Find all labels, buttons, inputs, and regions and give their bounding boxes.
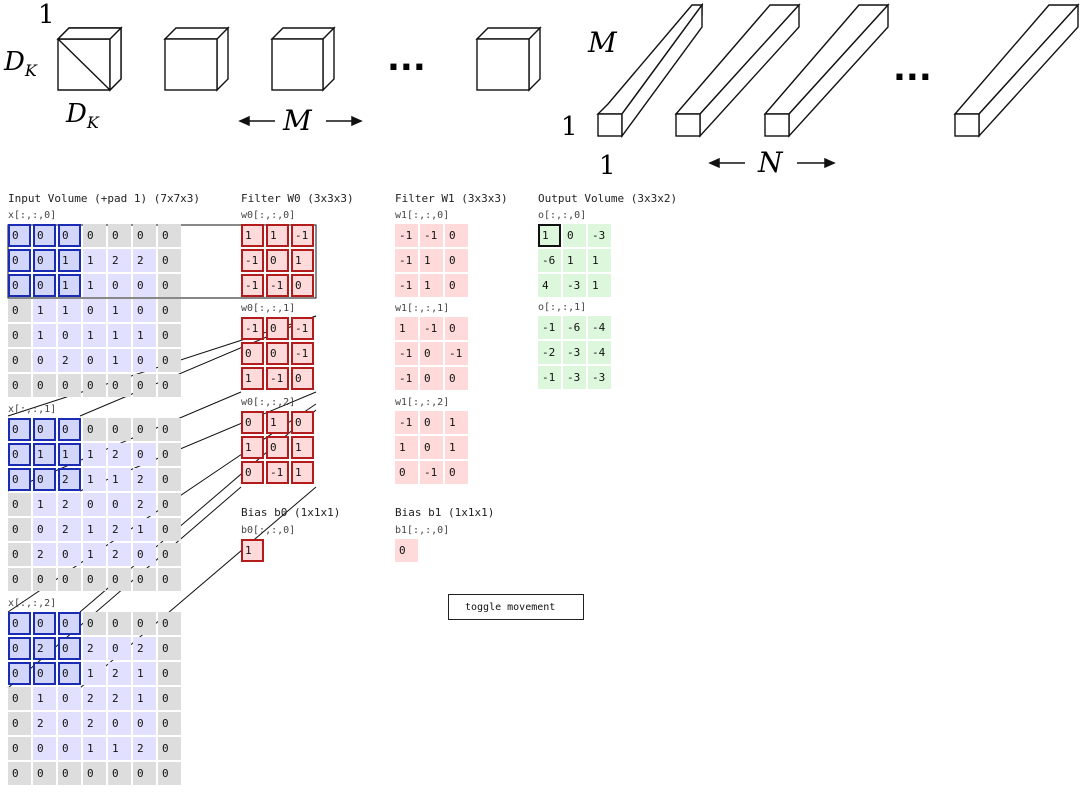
input-cell: 0 <box>58 543 81 566</box>
input-cell: 0 <box>133 762 156 785</box>
input-cell: 1 <box>58 299 81 322</box>
filter-w1-cell: 1 <box>445 411 468 434</box>
input-cell: 0 <box>8 299 31 322</box>
input-cell: 0 <box>8 612 31 635</box>
input-cell: 0 <box>158 299 181 322</box>
filter-w0-cell: -1 <box>241 249 264 272</box>
input-cell: 0 <box>83 612 106 635</box>
pointwise-kernel-bar <box>955 5 1078 136</box>
filter-w1-slice-label: w1[:,:,2] <box>395 397 450 408</box>
m-label: M <box>283 104 312 137</box>
input-cell: 0 <box>83 493 106 516</box>
input-cell: 2 <box>33 637 56 660</box>
input-cell: 0 <box>33 468 56 491</box>
filter-w0-slice-label: w0[:,:,2] <box>241 397 296 408</box>
one-left-label: 1 <box>561 112 578 142</box>
input-cell: 0 <box>83 762 106 785</box>
input-cell: 2 <box>33 712 56 735</box>
input-cell: 0 <box>83 568 106 591</box>
input-cell: 0 <box>108 224 131 247</box>
depthwise-kernel-cube <box>477 28 540 90</box>
input-cell: 0 <box>58 612 81 635</box>
filter-w0-cell: -1 <box>241 317 264 340</box>
filter-w1-cell: -1 <box>395 342 418 365</box>
input-cell: 0 <box>108 493 131 516</box>
input-cell: 1 <box>33 299 56 322</box>
output-cell: 4 <box>538 274 561 297</box>
filter-w1-title: Filter W1 (3x3x3) <box>395 192 508 205</box>
input-cell: 2 <box>108 662 131 685</box>
input-cell: 2 <box>133 493 156 516</box>
input-cell: 0 <box>8 468 31 491</box>
input-cell: 1 <box>58 274 81 297</box>
input-cell: 0 <box>8 374 31 397</box>
input-cell: 0 <box>8 737 31 760</box>
filter-w0-cell: 1 <box>266 411 289 434</box>
input-cell: 0 <box>158 443 181 466</box>
input-cell: 1 <box>133 662 156 685</box>
filter-w1-cell: -1 <box>445 342 468 365</box>
depthwise-kernel-cube <box>165 28 228 90</box>
filter-w0-cell: 0 <box>241 461 264 484</box>
input-cell: 0 <box>8 687 31 710</box>
filter-w1-cell: 1 <box>420 274 443 297</box>
input-cell: 0 <box>8 324 31 347</box>
output-cell: -1 <box>538 366 561 389</box>
input-slice-label: x[:,:,1] <box>8 404 57 415</box>
filter-w0-cell: 0 <box>291 367 314 390</box>
input-cell: 0 <box>8 712 31 735</box>
filter-w0-cell: 0 <box>241 411 264 434</box>
input-cell: 1 <box>133 518 156 541</box>
input-cell: 0 <box>58 224 81 247</box>
filter-w1-cell: 0 <box>445 224 468 247</box>
input-cell: 0 <box>158 274 181 297</box>
input-cell: 1 <box>33 493 56 516</box>
output-cell: -3 <box>563 274 586 297</box>
input-cell: 1 <box>83 274 106 297</box>
input-cell: 0 <box>108 418 131 441</box>
input-cell: 1 <box>83 468 106 491</box>
input-cell: 1 <box>83 543 106 566</box>
filter-w1-cell: 0 <box>445 317 468 340</box>
input-cell: 0 <box>8 274 31 297</box>
input-cell: 0 <box>33 374 56 397</box>
input-cell: 0 <box>158 737 181 760</box>
input-cell: 0 <box>8 568 31 591</box>
input-cell: 2 <box>83 712 106 735</box>
filter-w1-cell: 0 <box>445 367 468 390</box>
ellipsis-right: ... <box>893 49 932 89</box>
filter-w0-cell: 1 <box>291 461 314 484</box>
input-cell: 0 <box>158 468 181 491</box>
input-cell: 0 <box>158 637 181 660</box>
input-cell: 0 <box>58 687 81 710</box>
input-cell: 0 <box>8 349 31 372</box>
filter-w1-cell: 0 <box>420 342 443 365</box>
input-cell: 0 <box>108 274 131 297</box>
dk-side-label: $D_K$ <box>4 47 37 80</box>
input-cell: 0 <box>108 568 131 591</box>
depthwise-kernel-cube <box>272 28 334 90</box>
input-cell: 1 <box>83 324 106 347</box>
filter-w1-cell: -1 <box>395 249 418 272</box>
filter-w0-title: Filter W0 (3x3x3) <box>241 192 354 205</box>
toggle-movement-button[interactable]: toggle movement <box>448 594 584 620</box>
input-cell: 0 <box>33 662 56 685</box>
output-cell: 1 <box>563 249 586 272</box>
filter-w1-cell: 1 <box>445 436 468 459</box>
input-cell: 1 <box>108 349 131 372</box>
input-cell: 1 <box>58 443 81 466</box>
filter-w1-cell: -1 <box>420 317 443 340</box>
output-cell: -2 <box>538 341 561 364</box>
depthwise-kernel-cube <box>58 28 121 90</box>
output-cell: -1 <box>538 316 561 339</box>
input-cell: 0 <box>158 543 181 566</box>
input-cell: 0 <box>8 249 31 272</box>
input-cell: 0 <box>58 762 81 785</box>
filter-w0-cell: 1 <box>241 436 264 459</box>
input-cell: 0 <box>33 518 56 541</box>
filter-w1-cell: 1 <box>395 436 418 459</box>
input-cell: 1 <box>108 737 131 760</box>
filter-w0-slice-label: w0[:,:,0] <box>241 210 296 221</box>
n-label: N <box>758 146 783 179</box>
bias-b1-slice-label: b1[:,:,0] <box>395 525 450 536</box>
input-cell: 0 <box>33 418 56 441</box>
filter-w0-cell: 1 <box>266 224 289 247</box>
input-cell: 0 <box>8 637 31 660</box>
bias-b1-cell: 0 <box>395 539 418 562</box>
input-cell: 0 <box>158 349 181 372</box>
filter-w0-cell: -1 <box>241 274 264 297</box>
input-cell: 2 <box>58 468 81 491</box>
filter-w1-slice-label: w1[:,:,1] <box>395 303 450 314</box>
input-cell: 0 <box>83 299 106 322</box>
input-cell: 1 <box>83 443 106 466</box>
input-cell: 0 <box>8 662 31 685</box>
input-cell: 0 <box>58 712 81 735</box>
input-cell: 2 <box>58 518 81 541</box>
input-cell: 1 <box>83 249 106 272</box>
input-cell: 1 <box>133 324 156 347</box>
filter-w0-cell: 1 <box>291 249 314 272</box>
input-cell: 0 <box>133 274 156 297</box>
input-cell: 2 <box>83 687 106 710</box>
input-cell: 0 <box>158 493 181 516</box>
filter-w1-cell: -1 <box>395 274 418 297</box>
input-cell: 0 <box>83 374 106 397</box>
input-cell: 0 <box>58 637 81 660</box>
input-cell: 0 <box>108 374 131 397</box>
input-cell: 0 <box>83 418 106 441</box>
filter-w0-cell: -1 <box>291 224 314 247</box>
filter-w0-cell: 0 <box>266 342 289 365</box>
ellipsis-left: ... <box>387 39 426 79</box>
input-cell: 2 <box>133 468 156 491</box>
input-cell: 0 <box>133 543 156 566</box>
input-cell: 0 <box>58 662 81 685</box>
input-cell: 0 <box>133 443 156 466</box>
filter-w0-cell: -1 <box>291 317 314 340</box>
output-volume-title: Output Volume (3x3x2) <box>538 192 678 205</box>
filter-w1-cell: -1 <box>395 367 418 390</box>
input-cell: 0 <box>58 737 81 760</box>
input-cell: 0 <box>133 374 156 397</box>
input-cell: 1 <box>108 299 131 322</box>
input-cell: 2 <box>108 687 131 710</box>
input-cell: 0 <box>8 493 31 516</box>
filter-w0-cell: -1 <box>266 367 289 390</box>
input-cell: 0 <box>8 418 31 441</box>
input-cell: 0 <box>108 762 131 785</box>
one-bottom-label: 1 <box>599 151 616 181</box>
input-cell: 0 <box>158 324 181 347</box>
filter-w0-cell: -1 <box>266 274 289 297</box>
input-cell: 1 <box>33 324 56 347</box>
input-cell: 0 <box>58 568 81 591</box>
output-cell: -3 <box>588 224 611 247</box>
input-slice-label: x[:,:,0] <box>8 210 57 221</box>
input-cell: 2 <box>83 637 106 660</box>
input-cell: 1 <box>83 662 106 685</box>
input-cell: 1 <box>83 518 106 541</box>
input-cell: 0 <box>133 349 156 372</box>
filter-w0-cell: -1 <box>266 461 289 484</box>
input-cell: 0 <box>158 687 181 710</box>
input-cell: 0 <box>33 349 56 372</box>
filter-w1-cell: -1 <box>420 461 443 484</box>
filter-w1-cell: -1 <box>420 224 443 247</box>
input-cell: 1 <box>108 468 131 491</box>
input-cell: 2 <box>108 249 131 272</box>
input-cell: 0 <box>158 568 181 591</box>
input-cell: 0 <box>8 518 31 541</box>
input-cell: 0 <box>133 418 156 441</box>
filter-w1-cell: -1 <box>395 224 418 247</box>
input-cell: 2 <box>108 443 131 466</box>
input-cell: 0 <box>158 712 181 735</box>
filter-w1-slice-label: w1[:,:,0] <box>395 210 450 221</box>
m-depth-label: M <box>588 26 617 59</box>
filter-w1-cell: 0 <box>445 274 468 297</box>
filter-w0-cell: 1 <box>241 224 264 247</box>
input-cell: 0 <box>108 612 131 635</box>
input-cell: 0 <box>158 249 181 272</box>
input-cell: 0 <box>33 612 56 635</box>
input-cell: 0 <box>133 568 156 591</box>
input-cell: 0 <box>158 612 181 635</box>
input-cell: 0 <box>33 249 56 272</box>
input-cell: 2 <box>58 349 81 372</box>
output-slice-label: o[:,:,1] <box>538 302 587 313</box>
output-cell: 1 <box>588 274 611 297</box>
input-cell: 0 <box>158 662 181 685</box>
filter-w1-cell: 1 <box>420 249 443 272</box>
input-cell: 0 <box>58 374 81 397</box>
input-cell: 0 <box>158 224 181 247</box>
filter-w1-cell: 0 <box>420 367 443 390</box>
input-cell: 0 <box>158 762 181 785</box>
input-cell: 0 <box>58 324 81 347</box>
input-cell: 0 <box>158 518 181 541</box>
input-cell: 1 <box>33 687 56 710</box>
output-cell: -4 <box>588 341 611 364</box>
input-cell: 1 <box>83 737 106 760</box>
input-cell: 2 <box>33 543 56 566</box>
input-cell: 0 <box>33 274 56 297</box>
input-cell: 0 <box>133 224 156 247</box>
input-cell: 0 <box>133 299 156 322</box>
filter-w1-cell: -1 <box>395 411 418 434</box>
input-cell: 0 <box>108 637 131 660</box>
depth-one-label: 1 <box>38 0 55 30</box>
filter-w1-cell: 0 <box>395 461 418 484</box>
bias-b1-title: Bias b1 (1x1x1) <box>395 506 495 519</box>
filter-w0-cell: 0 <box>266 436 289 459</box>
filter-w0-cell: 1 <box>241 367 264 390</box>
input-cell: 0 <box>33 568 56 591</box>
output-cell: 1 <box>588 249 611 272</box>
filter-w1-cell: 0 <box>445 461 468 484</box>
input-cell: 2 <box>133 737 156 760</box>
output-cell: -3 <box>588 366 611 389</box>
input-cell: 2 <box>133 249 156 272</box>
output-slice-label: o[:,:,0] <box>538 210 587 221</box>
filter-w0-cell: 1 <box>291 436 314 459</box>
filter-w1-cell: 1 <box>395 317 418 340</box>
input-cell: 0 <box>133 612 156 635</box>
input-cell: 0 <box>58 418 81 441</box>
filter-w0-slice-label: w0[:,:,1] <box>241 303 296 314</box>
input-cell: 1 <box>108 324 131 347</box>
filter-w1-cell: 0 <box>420 411 443 434</box>
input-cell: 0 <box>33 737 56 760</box>
bias-b0-slice-label: b0[:,:,0] <box>241 525 296 536</box>
input-volume-title: Input Volume (+pad 1) (7x7x3) <box>8 192 201 205</box>
filter-w0-cell: 0 <box>266 249 289 272</box>
input-cell: 0 <box>8 543 31 566</box>
output-cell: -6 <box>538 249 561 272</box>
filter-w0-cell: 0 <box>291 411 314 434</box>
filter-w0-cell: 0 <box>291 274 314 297</box>
input-cell: 0 <box>158 374 181 397</box>
output-cell: -6 <box>563 316 586 339</box>
input-cell: 1 <box>58 249 81 272</box>
dk-bottom-label: $D_K$ <box>66 99 99 132</box>
output-cell: 0 <box>563 224 586 247</box>
filter-w0-cell: 0 <box>241 342 264 365</box>
depthwise-pointwise-illustration <box>0 0 1082 190</box>
input-slice-label: x[:,:,2] <box>8 598 57 609</box>
filter-w0-cell: -1 <box>291 342 314 365</box>
input-cell: 0 <box>83 349 106 372</box>
filter-w0-cell: 0 <box>266 317 289 340</box>
input-cell: 0 <box>83 224 106 247</box>
input-cell: 0 <box>33 762 56 785</box>
input-cell: 0 <box>8 443 31 466</box>
filter-w1-cell: 0 <box>445 249 468 272</box>
output-cell: -3 <box>563 341 586 364</box>
input-cell: 2 <box>108 518 131 541</box>
input-cell: 0 <box>108 712 131 735</box>
input-cell: 0 <box>133 712 156 735</box>
input-cell: 0 <box>8 762 31 785</box>
input-cell: 1 <box>133 687 156 710</box>
input-cell: 0 <box>8 224 31 247</box>
input-cell: 2 <box>108 543 131 566</box>
output-cell: -3 <box>563 366 586 389</box>
output-cell: 1 <box>538 224 561 247</box>
input-cell: 2 <box>133 637 156 660</box>
input-cell: 0 <box>158 418 181 441</box>
filter-w1-cell: 0 <box>420 436 443 459</box>
input-cell: 1 <box>33 443 56 466</box>
output-cell: -4 <box>588 316 611 339</box>
input-cell: 0 <box>33 224 56 247</box>
bias-b0-title: Bias b0 (1x1x1) <box>241 506 341 519</box>
bias-b0-cell: 1 <box>241 539 264 562</box>
input-cell: 2 <box>58 493 81 516</box>
